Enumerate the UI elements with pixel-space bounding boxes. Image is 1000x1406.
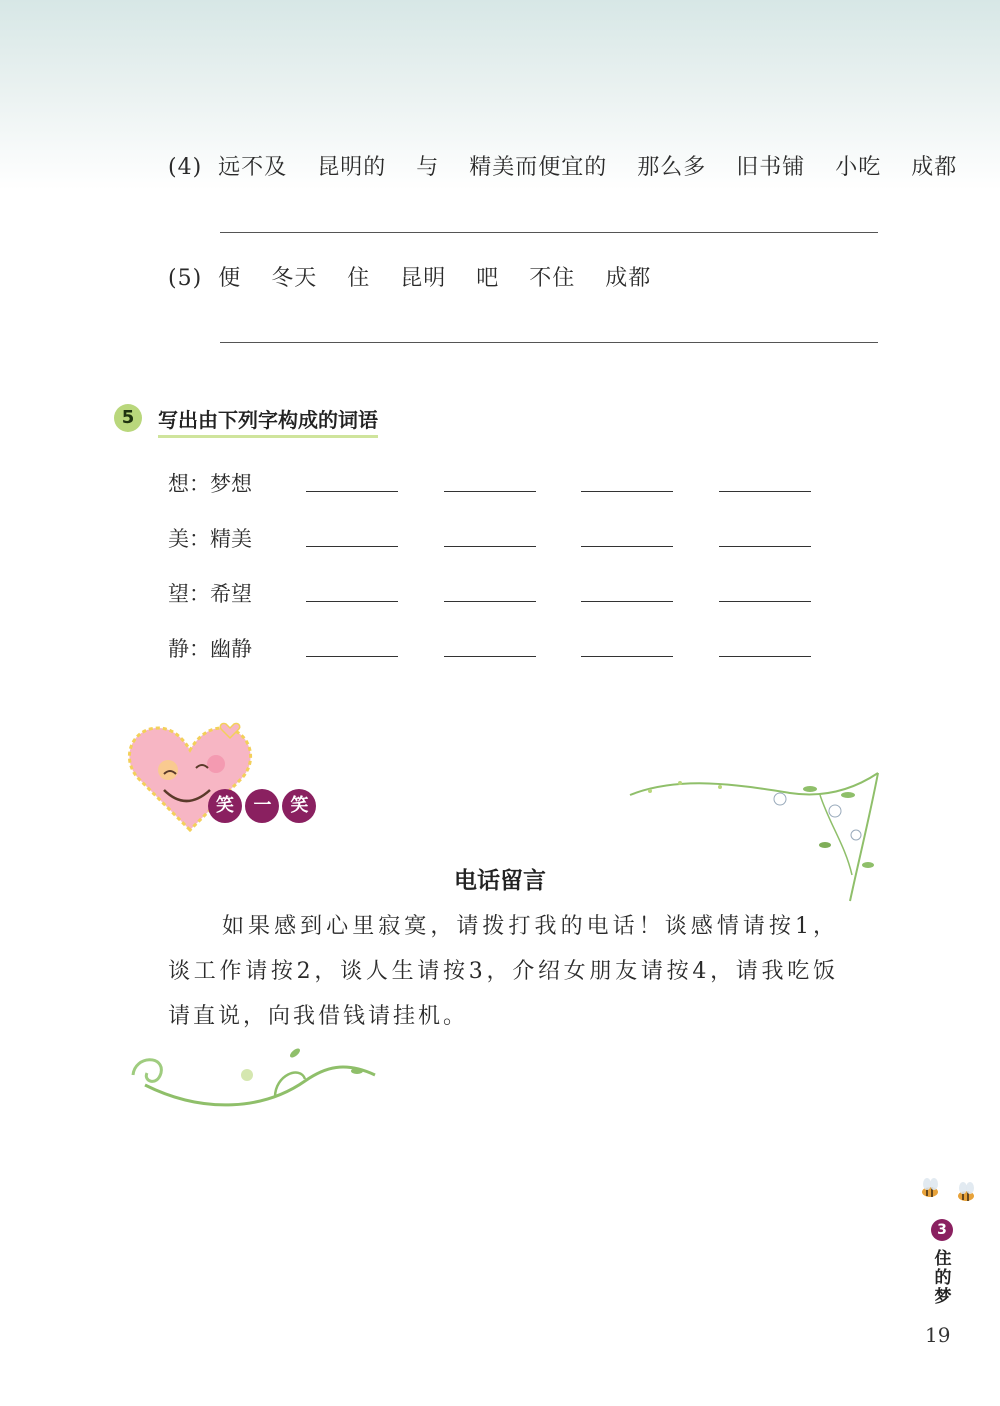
row-separator: ： [189, 582, 210, 606]
answer-blank[interactable] [719, 601, 811, 602]
exercise-5 [168, 261, 673, 292]
answer-blank[interactable] [306, 601, 398, 602]
answer-blank[interactable] [719, 656, 811, 657]
answer-blank[interactable] [444, 656, 536, 657]
answer-blank[interactable] [581, 491, 673, 492]
word-row [168, 578, 252, 608]
row-char: 美 [168, 527, 189, 551]
word-chip: 精美而便宜的 [469, 155, 608, 180]
answer-blank[interactable] [719, 491, 811, 492]
exercise-number: (5) [168, 266, 203, 291]
word-row [168, 468, 252, 498]
word-chip: 吧 [476, 266, 500, 291]
answer-blank[interactable] [444, 601, 536, 602]
word-chip: 旧书铺 [736, 155, 806, 180]
badge-char: 笑 [216, 795, 234, 816]
word-row [168, 633, 252, 663]
badge-char: 笑 [290, 795, 309, 816]
joke-title: 电话留言 [454, 868, 546, 894]
row-char: 静 [168, 637, 189, 661]
word-chip: 昆明的 [317, 155, 387, 180]
answer-line-5[interactable] [220, 342, 878, 343]
row-example: 希望 [210, 582, 252, 606]
answer-blank[interactable] [444, 491, 536, 492]
row-separator: ： [189, 472, 210, 496]
joke-body: 如果感到心里寂寞，请拨打我的电话！谈感情请按1，谈工作请按2，谈人生请按3，介绍女朋友请按4，请我吃饭请直说，向我借钱请挂机。 [168, 914, 838, 1029]
answer-blank[interactable] [719, 546, 811, 547]
page-number: 19 [925, 1323, 951, 1347]
row-example: 梦想 [210, 472, 252, 496]
row-example: 幽静 [210, 637, 252, 661]
bees-icon [914, 1176, 986, 1210]
answer-blank[interactable] [306, 656, 398, 657]
swirl-vine-decoration [125, 1045, 385, 1115]
word-chip: 小吃 [835, 155, 882, 180]
word-chip: 成都 [911, 155, 958, 180]
badge-char: 一 [253, 795, 272, 816]
answer-blank[interactable] [444, 546, 536, 547]
answer-blank[interactable] [306, 546, 398, 547]
word-chip: 成都 [605, 266, 652, 291]
word-chip: 不住 [529, 266, 576, 291]
answer-blank[interactable] [581, 656, 673, 657]
word-chip: 冬天 [271, 266, 318, 291]
smile-badge-text [206, 787, 318, 825]
question-number-badge: 5 [114, 404, 142, 432]
row-separator: ： [189, 527, 210, 551]
word-chip: 昆明 [400, 266, 447, 291]
unit-title: 住的梦 [934, 1249, 952, 1307]
unit-number-badge: 3 [931, 1219, 953, 1241]
word-chip: 远不及 [218, 155, 288, 180]
row-separator: ： [189, 637, 210, 661]
answer-blank[interactable] [306, 491, 398, 492]
row-example: 精美 [210, 527, 252, 551]
word-chip: 与 [416, 155, 440, 180]
answer-blank[interactable] [581, 601, 673, 602]
question-title: 写出由下列字构成的词语 [158, 404, 378, 438]
row-char: 想 [168, 472, 189, 496]
answer-blank[interactable] [581, 546, 673, 547]
word-chip: 住 [347, 266, 371, 291]
exercise-number: (4) [168, 155, 203, 180]
word-chip: 便 [218, 266, 242, 291]
answer-line-4[interactable] [220, 232, 878, 233]
row-char: 望 [168, 582, 189, 606]
word-row [168, 523, 252, 553]
exercise-4 [168, 150, 979, 181]
word-chip: 那么多 [637, 155, 707, 180]
